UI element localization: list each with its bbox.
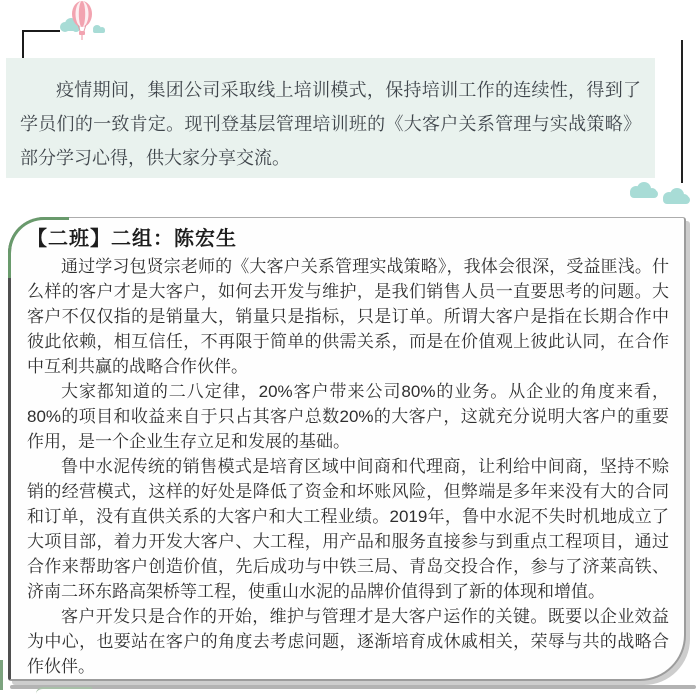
clouds-icon	[606, 180, 690, 207]
green-edge-decoration	[0, 660, 3, 690]
article-title: 【二班】二组：陈宏生	[27, 228, 237, 250]
article-paragraph: 通过学习包贤宗老师的《大客户关系管理实战策略》，我体会很深，受益匪浅。什么样的客户才是大客户，如何去开发与维护，是我们销售人员一直要思考的问题。大客户不仅仅指的是销量大，销量只是指标，只是订单。所谓大客户是指在长期合作中彼此依赖，相互信任，不再限于简单的供需关系，而是在价值观上彼此认同，在合作中互利共赢的战略合作伙伴。	[27, 257, 669, 376]
article-paragraph: 客户开发只是合作的开始，维护与管理才是大客户运作的关键。既要以企业效益为中心，也要站在客户的角度去考虑问题，逐渐培育成休戚相关，荣辱与共的战略合作伙伴。	[27, 607, 669, 676]
hot-air-balloon-icon	[55, 0, 107, 42]
intro-text: 疫情期间，集团公司采取线上培训模式，保持培训工作的连续性，得到了学员们的一致肯定。现刊登基层管理培训班的《大客户关系管理与实战策略》部分学习心得，供大家分享交流。	[20, 80, 641, 168]
article-paragraph: 鲁中水泥传统的销售模式是培育区域中间商和代理商，让利给中间商，坚持不赊销的经营模式，这样的好处是降低了资金和坏账风险，但弊端是多年来没有大的合同和订单，没有直供关系的大客户和大工程业绩。2019年，鲁中水泥不失时机地成立了大项目部，着力开发大客户、大工程，用产品和服务直接参与到重点工程项目，通过合作来帮助客户创造价值，先后成功与中铁三局、青岛交投合作，参与了济莱高铁、济南二环东路高架桥等工程，使重山水泥的品牌价值得到了新的体现和增值。	[27, 457, 669, 601]
next-section-corner-decoration	[36, 687, 92, 694]
bottom-divider	[10, 685, 696, 689]
intro-panel	[6, 58, 655, 178]
article-paragraph: 大家都知道的二八定律，20%客户带来公司80%的业务。从企业的角度来看，80%的项目和收益来自于只占其客户总数20%的大客户，这就充分说明大客户的重要作用，是一个企业生存立足和发展的基础。	[27, 382, 669, 451]
article-card	[8, 217, 686, 681]
vertical-rule	[681, 40, 683, 183]
